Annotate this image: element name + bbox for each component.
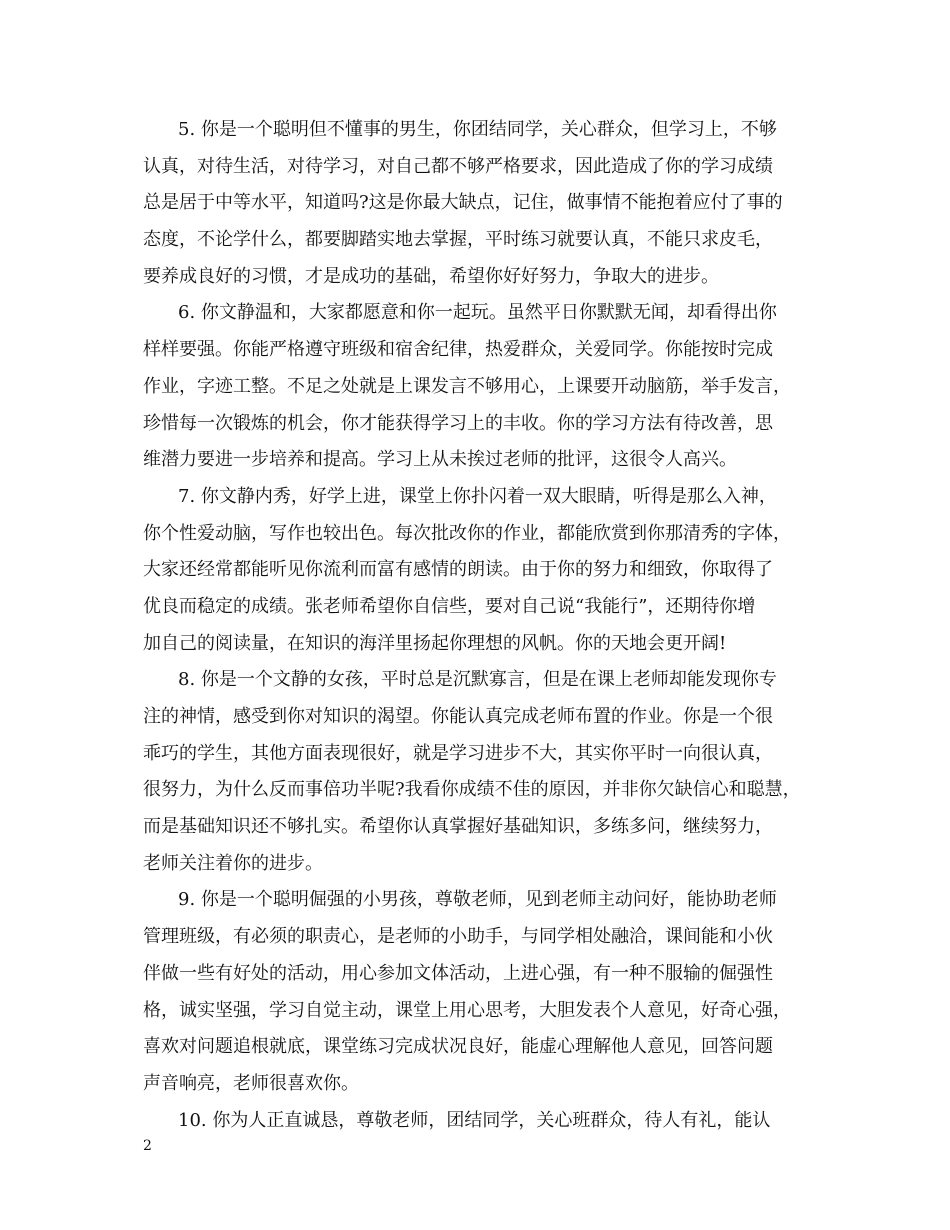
text-line: 10. 你为人正直诚恳，尊敬老师，团结同学，关心班群众，待人有礼，能认 bbox=[178, 1109, 771, 1131]
text-line: 而是基础知识还不够扎实。希望你认真掌握好基础知识，多练多问，继续努力， bbox=[143, 816, 773, 838]
text-line: 样样要强。你能严格遵守班级和宿舍纪律，热爱群众，关爱同学。你能按时完成 bbox=[143, 339, 773, 361]
text-line: 乖巧的学生，其他方面表现很好，就是学习进步不大，其实你平时一向很认真， bbox=[143, 742, 773, 764]
text-line: 态度，不论学什么，都要脚踏实地去掌握，平时练习就要认真，不能只求皮毛， bbox=[143, 229, 773, 251]
text-line: 认真，对待生活，对待学习，对自己都不够严格要求，因此造成了你的学习成绩 bbox=[143, 155, 773, 177]
text-line: 作业，字迹工整。不足之处就是上课发言不够用心，上课要开动脑筋，举手发言， bbox=[143, 375, 791, 397]
text-line: 维潜力要进一步培养和提高。学习上从未挨过老师的批评，这很令人高兴。 bbox=[143, 449, 737, 471]
text-line: 你个性爱动脑，写作也较出色。每次批改你的作业，都能欣赏到你那清秀的字体， bbox=[143, 522, 791, 544]
text-line: 喜欢对问题追根就底，课堂练习完成状况良好，能虚心理解他人意见，回答问题 bbox=[143, 1036, 773, 1058]
text-line: 加自己的阅读量，在知识的海洋里扬起你理想的风帆。你的天地会更开阔! bbox=[143, 632, 727, 654]
text-line: 珍惜每一次锻炼的机会，你才能获得学习上的丰收。你的学习方法有待改善，思 bbox=[143, 412, 773, 434]
text-line: 格，诚实坚强，学习自觉主动，课堂上用心思考，大胆发表个人意见，好奇心强， bbox=[143, 999, 791, 1021]
text-line: 老师关注着你的进步。 bbox=[143, 852, 323, 874]
text-line: 6. 你文静温和，大家都愿意和你一起玩。虽然平日你默默无闻，却看得出你 bbox=[178, 302, 777, 324]
text-line: 总是居于中等水平，知道吗?这是你最大缺点，记住，做事情不能抱着应付了事的 bbox=[143, 192, 783, 214]
text-line: 要养成良好的习惯，才是成功的基础，希望你好好努力，争取大的进步。 bbox=[143, 265, 719, 287]
text-line: 伴做一些有好处的活动，用心参加文体活动，上进心强，有一种不服输的倔强性 bbox=[143, 962, 773, 984]
text-line: 声音响亮，老师很喜欢你。 bbox=[143, 1072, 359, 1094]
text-line: 很努力，为什么反而事倍功半呢?我看你成绩不佳的原因，并非你欠缺信心和聪慧， bbox=[143, 779, 801, 801]
text-line: 5. 你是一个聪明但不懂事的男生，你团结同学，关心群众，但学习上，不够 bbox=[178, 119, 777, 140]
page-number: 2 bbox=[143, 1138, 152, 1154]
text-line: 优良而稳定的成绩。张老师希望你自信些，要对自己说“我能行”，还期待你增 bbox=[143, 595, 756, 617]
text-line: 8. 你是一个文静的女孩，平时总是沉默寡言，但是在课上老师却能发现你专 bbox=[178, 669, 777, 691]
text-line: 管理班级，有必须的职责心，是老师的小助手，与同学相处融洽，课间能和小伙 bbox=[143, 926, 773, 948]
text-line: 注的神情，感受到你对知识的渴望。你能认真完成老师布置的作业。你是一个很 bbox=[143, 706, 773, 727]
text-line: 9. 你是一个聪明倔强的小男孩，尊敬老师，见到老师主动问好，能协助老师 bbox=[178, 889, 777, 911]
document-body bbox=[143, 112, 813, 1139]
text-line: 大家还经常都能听见你流利而富有感情的朗读。由于你的努力和细致，你取得了 bbox=[143, 559, 773, 581]
text-line: 7. 你文静内秀，好学上进，课堂上你扑闪着一双大眼睛，听得是那么入神， bbox=[178, 485, 777, 507]
